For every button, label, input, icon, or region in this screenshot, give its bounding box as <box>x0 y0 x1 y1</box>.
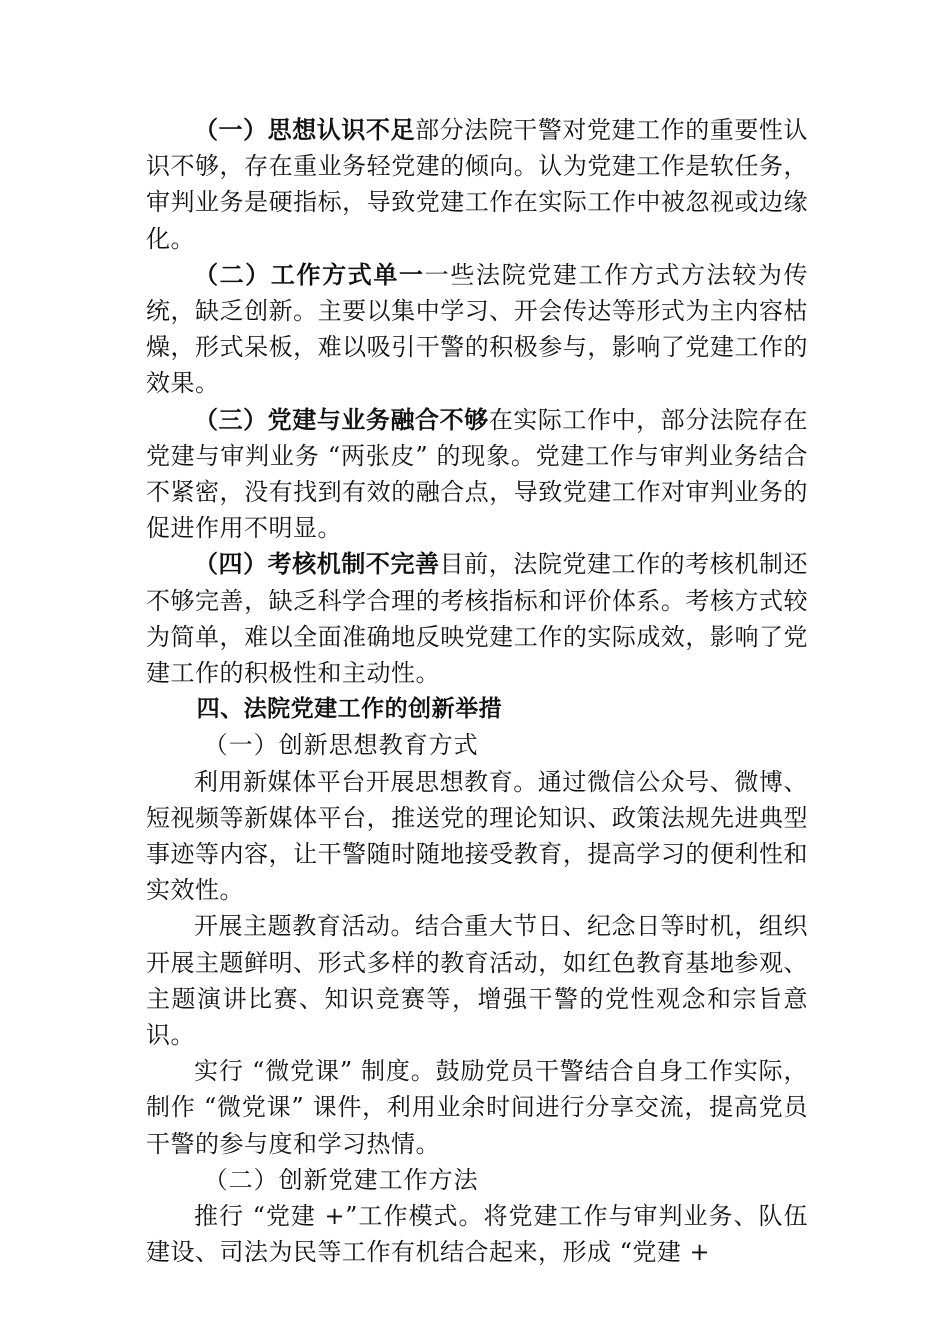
paragraph-new-media: 利用新媒体平台开展思想教育。通过微信公众号、微博、短视频等新媒体平台，推送党的理论知识、政策法规先进典型事迹等内容，让干警随时随地接受教育，提高学习的便利性和实效性。 <box>146 767 808 905</box>
paragraph-theme-education: 开展主题教育活动。结合重大节日、纪念日等时机，组织开展主题鲜明、形式多样的教育活动，如红色教育基地参观、主题演讲比赛、知识竞赛等，增强干警的党性观念和宗旨意识。 <box>146 912 808 1050</box>
subsection-heading: （一）创新思想教育方式 <box>203 731 479 760</box>
paragraph-assessment-mechanism <box>146 546 808 691</box>
paragraph-lead: （一）思想认识不足 <box>194 116 416 144</box>
paragraph-body: 一些法院党建工作方式方法较为传统，缺乏创新。主要以集中学习、开会传达等形式为主内容枯燥，形式呆板，难以吸引干警的积极参与，影响了党建工作的效果。 <box>146 260 809 398</box>
document-page <box>146 112 808 1271</box>
paragraph-lead: （四）考核机制不完善 <box>194 550 440 579</box>
paragraph-integration-insufficient <box>146 402 808 547</box>
paragraph-lead: （三）党建与业务融合不够 <box>194 405 489 434</box>
subsection-heading: （二）创新党建工作方法 <box>203 1165 479 1194</box>
paragraph-body: 目前，法院党建工作的考核机制还不够完善，缺乏科学合理的考核指标和评价体系。考核方式较为简单，难以全面准确地反映党建工作的实际成效，影响了党建工作的积极性和主动性。 <box>146 550 808 688</box>
section-heading: 四、法院党建工作的创新举措 <box>196 696 503 723</box>
paragraph-lead: （二）工作方式单一 <box>194 260 425 289</box>
paragraph-micro-party-class: 实行 “微党课” 制度。鼓励党员干警结合自身工作实际，制作 “微党课” 课件，利用业余时间进行分享交流，提高党员干警的参与度和学习热情。 <box>146 1057 808 1158</box>
paragraph-party-building-plus: 推行 “党建 +”工作模式。将党建工作与审判业务、队伍建设、司法为民等工作有机结合起来，形成 “党建 + <box>146 1202 808 1267</box>
paragraph-body: 部分法院干警对党建工作的重要性认识不够，存在重业务轻党建的倾向。认为党建工作是软任务，审判业务是硬指标，导致党建工作在实际工作中被忽视或边缘化。 <box>146 116 808 253</box>
paragraph-single-work-method <box>146 257 808 402</box>
paragraph-body: 在实际工作中，部分法院存在党建与审判业务 “两张皮” 的现象。党建工作与审判业务结合不紧密，没有找到有效的融合点，导致党建工作对审判业务的促进作用不明显。 <box>146 405 808 543</box>
paragraph-ideological-awareness <box>146 112 808 257</box>
